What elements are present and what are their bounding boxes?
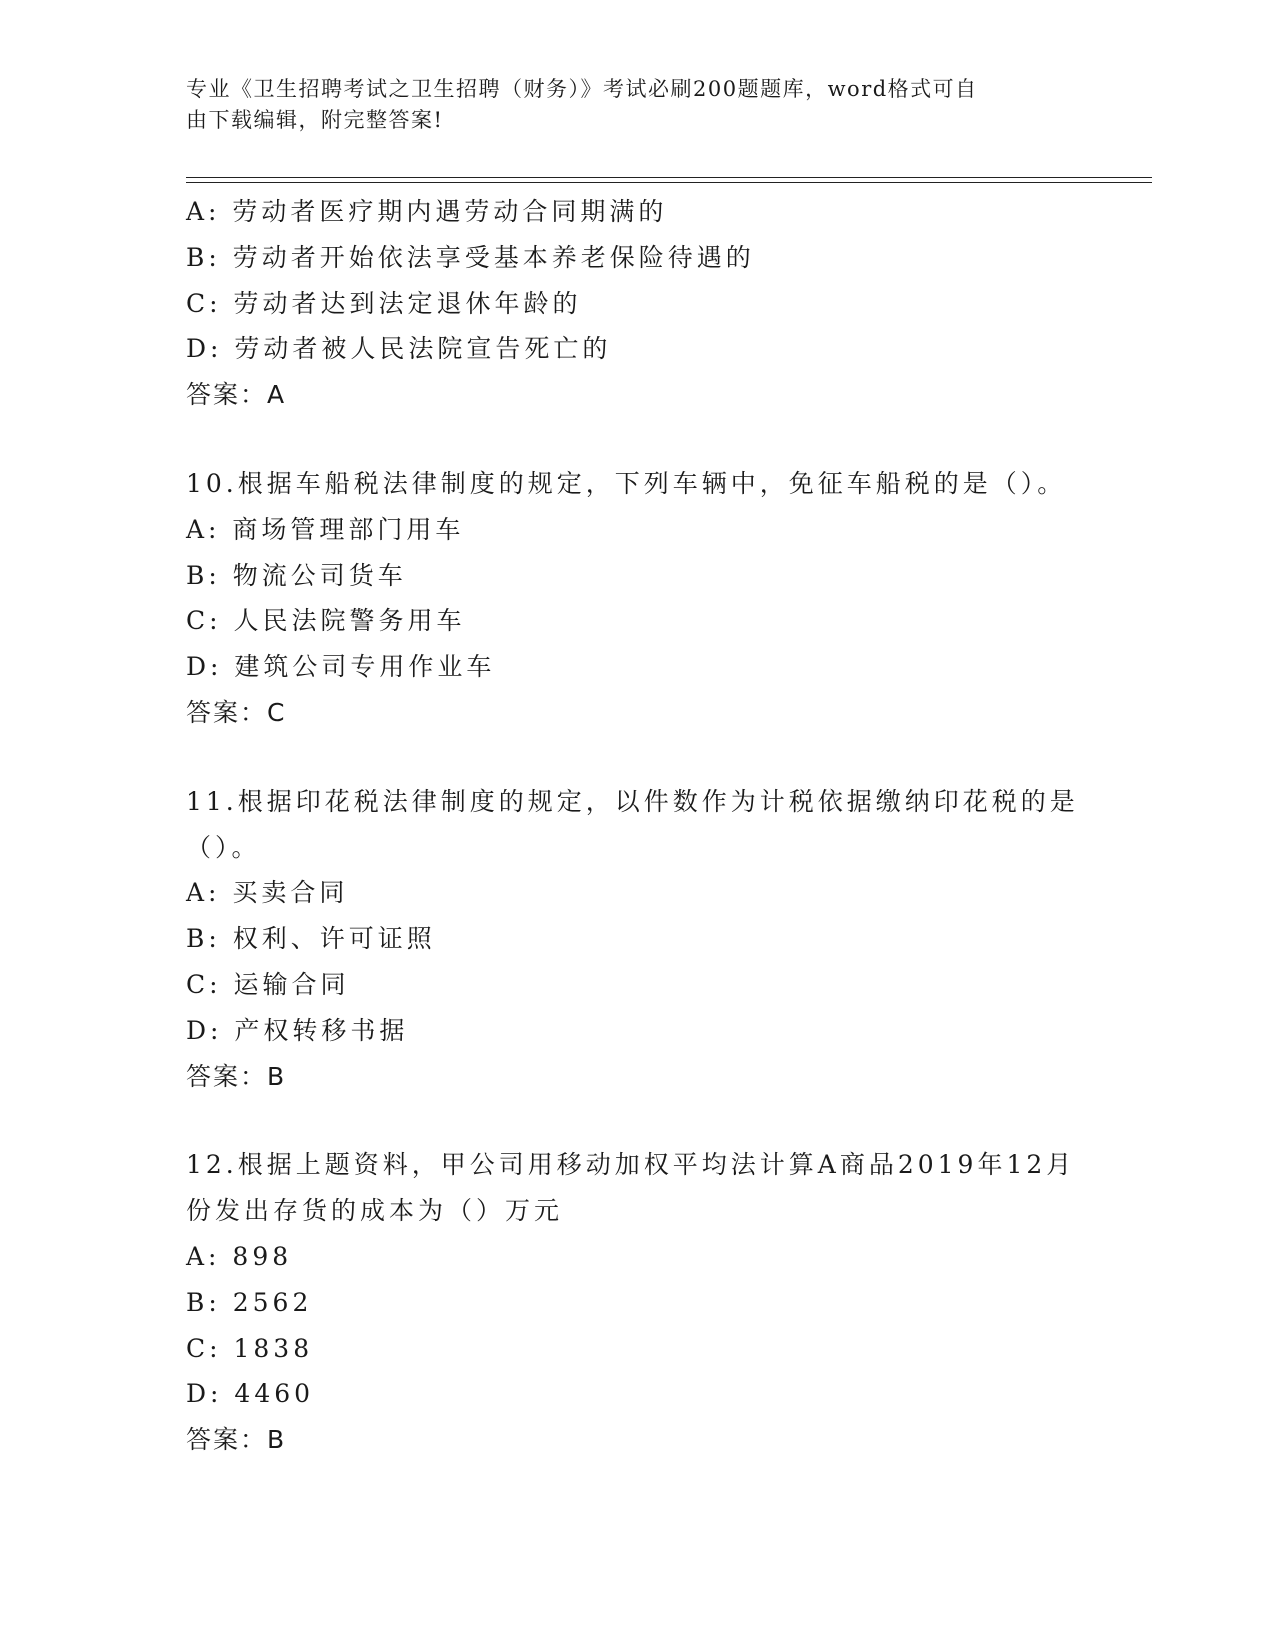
answer-line: 答案：C [186,697,287,727]
answer-line: 答案：B [186,1061,287,1091]
question-list [186,189,1086,1463]
question-stem-continued: （）。 [186,832,261,862]
question-block-10 [186,461,1086,736]
option-a: A: 买卖合同 [186,878,349,908]
question-block-11 [186,779,1086,1100]
option-a: A: 劳动者医疗期内遇劳动合同期满的 [186,197,668,226]
header-line-1: 专业《卫生招聘考试之卫生招聘（财务）》考试必刷200题题库，word格式可自 [186,77,978,101]
option-b: B: 劳动者开始依法享受基本养老保险待遇的 [186,242,755,272]
option-b: B: 权利、许可证照 [186,924,436,954]
option-d: D: 劳动者被人民法院宣告死亡的 [186,334,612,364]
answer-line: 答案：B [186,1425,287,1455]
option-c: C: 1838 [186,1333,314,1363]
option-c: C: 人民法院警务用车 [186,606,466,636]
question-gap [186,736,1086,779]
question-gap [186,1099,1086,1142]
question-block-12 [186,1142,1086,1463]
question-stem: 10.根据车船税法律制度的规定，下列车辆中，免征车船税的是（）。 [186,468,1067,498]
option-c: C: 劳动者达到法定退休年龄的 [186,288,582,318]
question-stem-continued: 份发出存货的成本为（）万元 [186,1196,564,1226]
question-block-previous [186,189,1086,418]
option-d: D: 4460 [186,1379,315,1409]
header-line-2: 由下载编辑，附完整答案! [186,108,444,132]
header-divider-top [186,177,1152,178]
answer-line: 答案：A [186,380,287,410]
option-b: B: 2562 [186,1287,313,1317]
header-divider-bottom [186,182,1152,183]
option-d: D: 产权转移书据 [186,1015,409,1045]
document-header [186,74,1066,136]
option-d: D: 建筑公司专用作业车 [186,652,496,682]
question-stem: 12.根据上题资料，甲公司用移动加权平均法计算A商品2019年12月 [186,1150,1076,1180]
option-c: C: 运输合同 [186,969,350,999]
option-b: B: 物流公司货车 [186,560,407,590]
question-gap [186,418,1086,461]
option-a: A: 商场管理部门用车 [186,514,465,544]
option-a: A: 898 [186,1241,293,1271]
question-stem: 11.根据印花税法律制度的规定，以件数作为计税依据缴纳印花税的是 [186,786,1079,816]
